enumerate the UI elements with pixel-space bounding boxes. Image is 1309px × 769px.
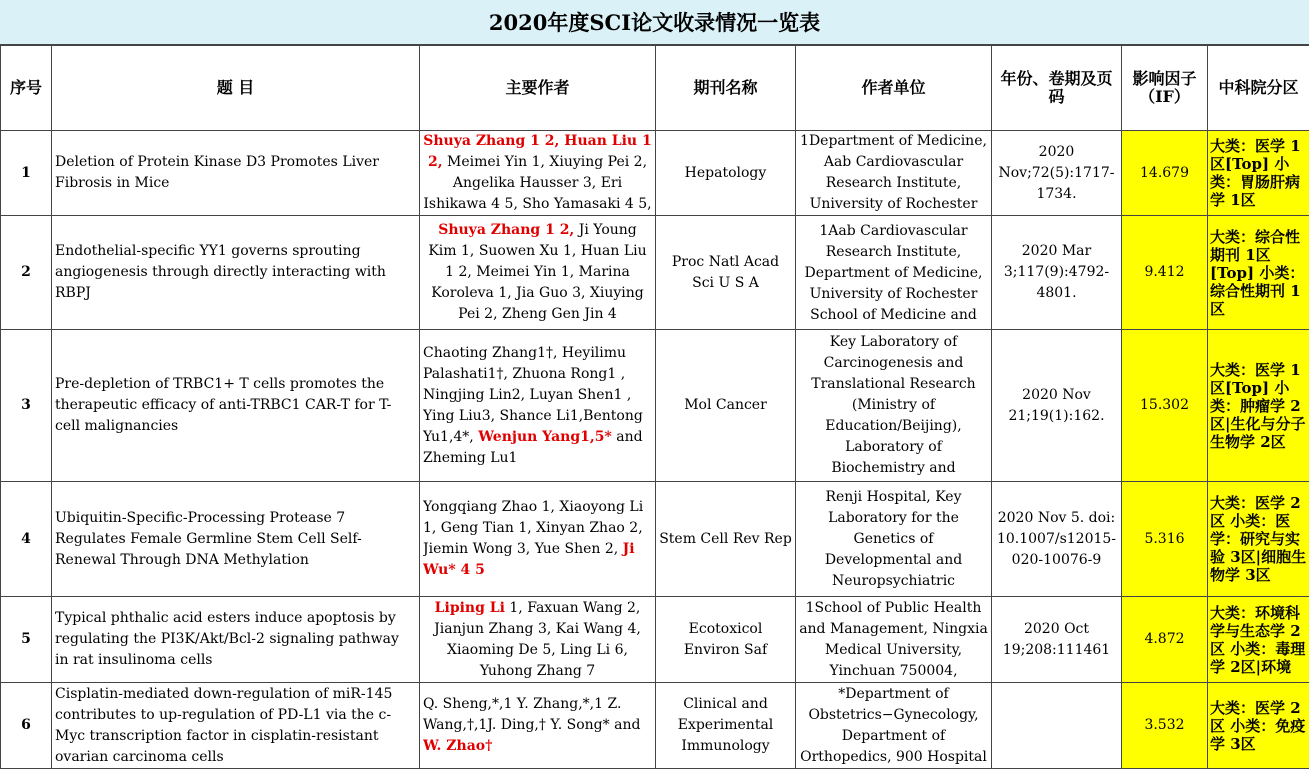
row-impact: 15.302: [1122, 330, 1208, 482]
corresponding-author: Shuya Zhang 1 2,: [438, 222, 574, 238]
row-year: 2020 Nov;72(5):1717-1734.: [992, 131, 1122, 216]
row-impact: 4.872: [1122, 597, 1208, 683]
row-topic: Deletion of Protein Kinase D3 Promotes Liver Fibrosis in Mice: [52, 131, 420, 216]
table-row[interactable]: [1, 482, 1309, 597]
cas-text: 大类：环境科学与生态学 2区 小类：毒理学 2区|环境: [1210, 604, 1307, 676]
row-topic: Pre-depletion of TRBC1+ T cells promotes the therapeutic efficacy of anti-TRBC1 CAR-T for T-cell malignancies: [52, 330, 420, 482]
row-year: 2020 Nov 5. doi: 10.1007/s12015-020-10076-9: [992, 482, 1122, 597]
header-topic: 题 目: [52, 46, 420, 131]
co-authors: Ji Young Kim 1, Suowen Xu 1, Huan Liu 1 2, Meimei Yin 1, Marina Koroleva 1, Jia Guo 3, Xiuying Pei 2, Zheng Gen Jin 4: [428, 222, 646, 322]
corresponding-author: Ji Wu* 4 5: [423, 541, 635, 578]
row-no: 6: [1, 683, 52, 769]
row-topic: Ubiquitin-Specific-Processing Protease 7 Regulates Female Germline Stem Cell Self-Renewal Through DNA Methylation: [52, 482, 420, 597]
cas-text: 大类：医学 1区[Top] 小类：胃肠肝病学 1区: [1210, 137, 1307, 209]
header-authors: 主要作者: [420, 46, 656, 131]
sci-table: [0, 45, 1309, 769]
co-authors: Chaoting Zhang1†, Heyilimu Palashati1†, Zhuona Rong1 , Ningjing Lin2, Luyan Shen1 , Ying Liu3, Shance Li1,Bentong Yu1,4*,: [423, 345, 643, 445]
corresponding-author: Liping Li: [435, 600, 505, 616]
row-affiliation: [796, 216, 992, 330]
co-authors-tail: and Zheming Lu1: [423, 429, 643, 466]
row-authors: [420, 131, 656, 216]
affiliation-text: *Department of Obstetrics−Gynecology, Department of Orthopedics, 900 Hospital: [799, 684, 988, 768]
corresponding-author: W. Zhao†: [423, 738, 492, 754]
row-affiliation: [796, 131, 992, 216]
row-journal: Mol Cancer: [656, 330, 796, 482]
row-cas: [1208, 482, 1309, 597]
row-impact: 9.412: [1122, 216, 1208, 330]
row-cas: [1208, 330, 1309, 482]
row-cas: [1208, 597, 1309, 683]
row-impact: 14.679: [1122, 131, 1208, 216]
header-year: 年份、卷期及页码: [992, 46, 1122, 131]
table-row[interactable]: [1, 683, 1309, 769]
cas-text: 大类：综合性期刊 1区[Top] 小类：综合性期刊 1区: [1210, 228, 1307, 318]
row-authors: [420, 330, 656, 482]
row-no: 3: [1, 330, 52, 482]
row-affiliation: [796, 683, 992, 769]
row-authors: [420, 683, 656, 769]
corresponding-author: Shuya Zhang 1 2, Huan Liu 1 2,: [423, 133, 651, 170]
affiliation-text: 1Aab Cardiovascular Research Institute, Department of Medicine, University of Rochester School of Medicine and: [799, 221, 988, 325]
header-impact: 影响因子（IF）: [1122, 46, 1208, 131]
row-year: 2020 Mar 3;117(9):4792-4801.: [992, 216, 1122, 330]
row-impact: 5.316: [1122, 482, 1208, 597]
row-cas: [1208, 131, 1309, 216]
row-authors: [420, 597, 656, 683]
affiliation-text: 1School of Public Health and Management, Ningxia Medical University, Yinchuan 750004,: [799, 600, 988, 682]
row-topic: Typical phthalic acid esters induce apoptosis by regulating the PI3K/Akt/Bcl-2 signaling pathway in rat insulinoma cells: [52, 597, 420, 683]
row-authors: [420, 482, 656, 597]
row-year: 2020 Oct 19;208:111461: [992, 597, 1122, 683]
row-no: 4: [1, 482, 52, 597]
row-journal: Hepatology: [656, 131, 796, 216]
row-journal: Proc Natl Acad Sci U S A: [656, 216, 796, 330]
affiliation-text: Renji Hospital, Key Laboratory for the Genetics of Developmental and Neuropsychiatric: [799, 487, 988, 592]
row-year: [992, 683, 1122, 769]
corresponding-author: Wenjun Yang1,5*: [478, 429, 612, 445]
cas-text: 大类：医学 2区 小类：医学：研究与实验 3区|细胞生物学 3区: [1210, 494, 1307, 584]
row-topic: Cisplatin-mediated down-regulation of miR-145 contributes to up-regulation of PD-L1 via the c-Myc transcription factor in cisplatin-resistant ovarian carcinoma cells: [52, 683, 420, 769]
header-no: 序号: [1, 46, 52, 131]
row-impact: 3.532: [1122, 683, 1208, 769]
row-no: 5: [1, 597, 52, 683]
row-year: 2020 Nov 21;19(1):162.: [992, 330, 1122, 482]
co-authors: Yongqiang Zhao 1, Xiaoyong Li 1, Geng Tian 1, Xinyan Zhao 2, Jiemin Wong 3, Yue Shen 2,: [423, 499, 643, 557]
row-no: 2: [1, 216, 52, 330]
table-row[interactable]: [1, 330, 1309, 482]
row-journal: Clinical and Experimental Immunology: [656, 683, 796, 769]
header-affiliation: 作者单位: [796, 46, 992, 131]
row-journal: Ecotoxicol Environ Saf: [656, 597, 796, 683]
co-authors: Q. Sheng,*,1 Y. Zhang,*,1 Z. Wang,†,1J. Ding,† Y. Song* and: [423, 696, 640, 733]
row-no: 1: [1, 131, 52, 216]
row-affiliation: [796, 330, 992, 482]
cas-text: 大类：医学 2区 小类：免疫学 3区: [1210, 699, 1307, 753]
header-cas: 中科院分区: [1208, 46, 1309, 131]
table-row[interactable]: [1, 597, 1309, 683]
row-affiliation: [796, 482, 992, 597]
table-row[interactable]: [1, 131, 1309, 216]
co-authors: Meimei Yin 1, Xiuying Pei 2, Angelika Hausser 3, Eri Ishikawa 4 5, Sho Yamasaki 4 5,: [423, 154, 651, 215]
row-journal: Stem Cell Rev Rep: [656, 482, 796, 597]
row-cas: [1208, 216, 1309, 330]
sheet-title: 2020年度SCI论文收录情况一览表: [0, 0, 1309, 45]
row-affiliation: [796, 597, 992, 683]
affiliation-text: 1Department of Medicine, Aab Cardiovascular Research Institute, University of Rochester: [799, 131, 988, 215]
co-authors: 1, Faxuan Wang 2, Jianjun Zhang 3, Kai Wang 4, Xiaoming De 5, Ling Li 6, Yuhong Zhang 7: [434, 600, 641, 679]
affiliation-text: Key Laboratory of Carcinogenesis and Translational Research (Ministry of Education/Beijing), Laboratory of Biochemistry and: [799, 332, 988, 479]
table-row[interactable]: [1, 216, 1309, 330]
row-authors: [420, 216, 656, 330]
header-journal: 期刊名称: [656, 46, 796, 131]
row-topic: Endothelial-specific YY1 governs sprouting angiogenesis through directly interacting with RBPJ: [52, 216, 420, 330]
header-row: [1, 46, 1309, 131]
row-cas: [1208, 683, 1309, 769]
cas-text: 大类：医学 1区[Top] 小类：肿瘤学 2区|生化与分子生物学 2区: [1210, 361, 1307, 451]
